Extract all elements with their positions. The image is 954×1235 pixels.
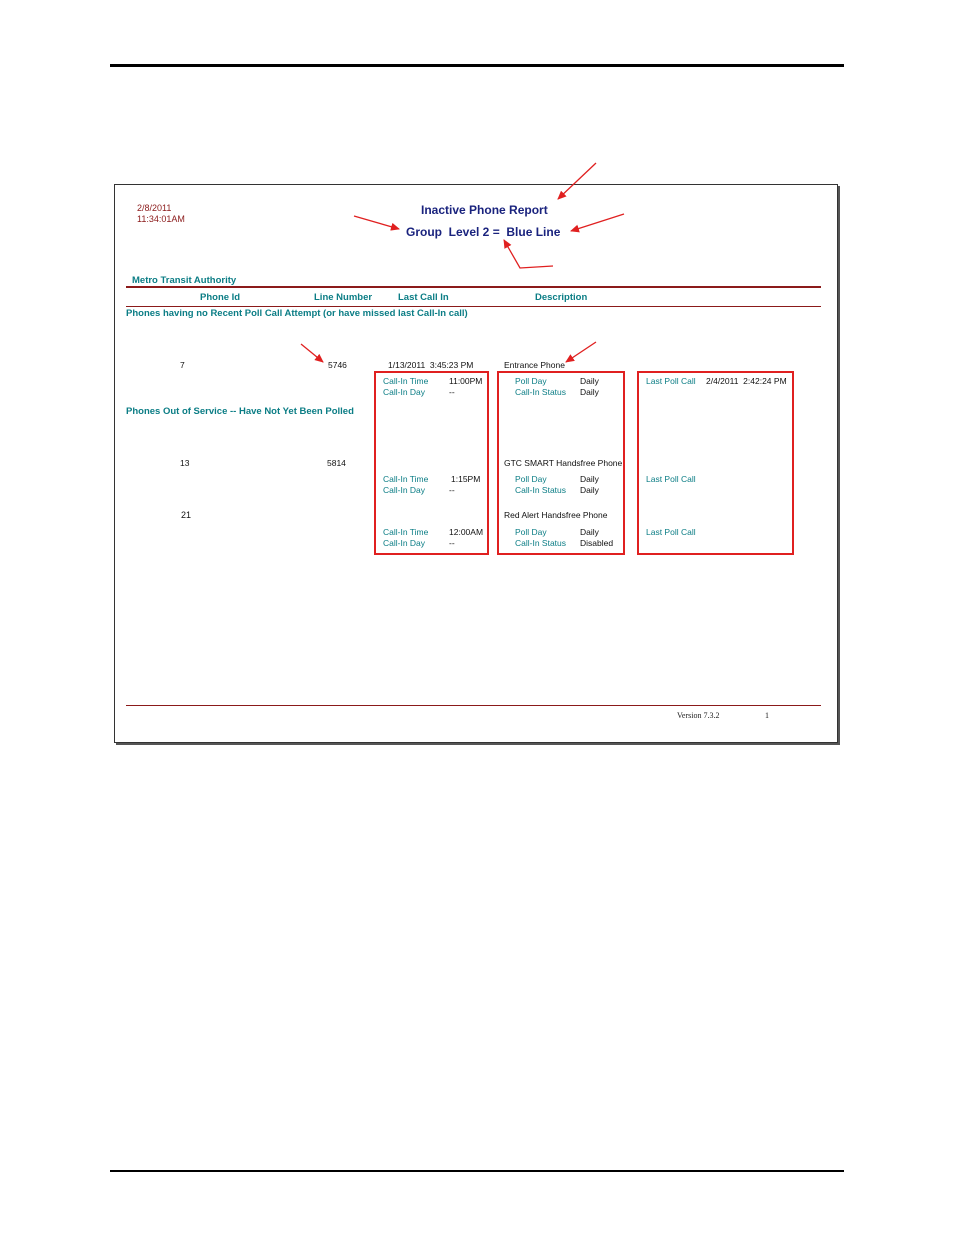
poll-day: Daily [580,474,599,484]
section-out-of-service: Phones Out of Service -- Have Not Yet Been Polled [126,406,354,417]
phone-id: 7 [180,360,185,370]
line-number: 5814 [327,458,346,468]
organization-name: Metro Transit Authority [132,275,237,286]
call-in-day: -- [449,485,455,495]
poll-day-label: Poll Day [515,376,547,386]
last-call-in: 1/13/2011 3:45:23 PM [388,360,474,370]
page-number: 1 [765,711,769,720]
call-in-time: 11:00PM [449,376,483,386]
column-line-number: Line Number [314,292,373,303]
poll-day-label: Poll Day [515,474,547,484]
section-no-poll: Phones having no Recent Poll Call Attempt (or have missed last Call-In call) [126,308,468,319]
poll-day: Daily [580,376,599,386]
call-in-day-label: Call-In Day [383,387,426,397]
poll-day-label: Poll Day [515,527,547,537]
group-title: Group Level 2 = Blue Line [406,225,561,239]
arrow-to-group-left [354,216,399,229]
call-in-status: Daily [580,387,599,397]
description: GTC SMART Handsfree Phone [504,458,623,468]
description: Entrance Phone [504,360,565,370]
call-in-status: Daily [580,485,599,495]
arrow-to-description [566,342,596,362]
last-poll-call: 2/4/2011 2:42:24 PM [706,376,787,386]
last-poll-call-label: Last Poll Call [646,376,696,386]
call-in-status: Disabled [580,538,614,548]
report-title: Inactive Phone Report [421,203,548,217]
call-in-time-label: Call-In Time [383,376,429,386]
last-poll-call-label: Last Poll Call [646,527,696,537]
call-in-status-label: Call-In Status [515,485,567,495]
arrow-to-group-right [571,214,624,231]
call-in-status-label: Call-In Status [515,538,567,548]
call-in-time: 1:15PM [451,474,481,484]
call-in-day: -- [449,538,455,548]
arrow-to-line-number [301,344,323,362]
arrow-to-group-level [504,240,553,268]
page-bottom-rule [110,1170,844,1172]
call-in-day-label: Call-In Day [383,538,426,548]
poll-day: Daily [580,527,599,537]
report-time: 11:34:01AM [137,214,185,224]
report-date: 2/8/2011 [137,203,172,213]
call-in-time-label: Call-In Time [383,474,429,484]
call-in-day: -- [449,387,455,397]
call-in-status-label: Call-In Status [515,387,567,397]
call-in-time: 12:00AM [449,527,484,537]
phone-id: 21 [181,510,192,520]
description: Red Alert Handsfree Phone [504,510,608,520]
phone-id: 13 [180,458,190,468]
arrow-to-title [558,163,596,199]
column-last-call-in: Last Call In [398,292,449,303]
call-in-time-label: Call-In Time [383,527,429,537]
version-label: Version 7.3.2 [677,711,720,720]
last-poll-call-label: Last Poll Call [646,474,696,484]
call-in-day-label: Call-In Day [383,485,426,495]
line-number: 5746 [328,360,347,370]
column-phone-id: Phone Id [200,292,241,303]
column-description: Description [535,292,588,303]
